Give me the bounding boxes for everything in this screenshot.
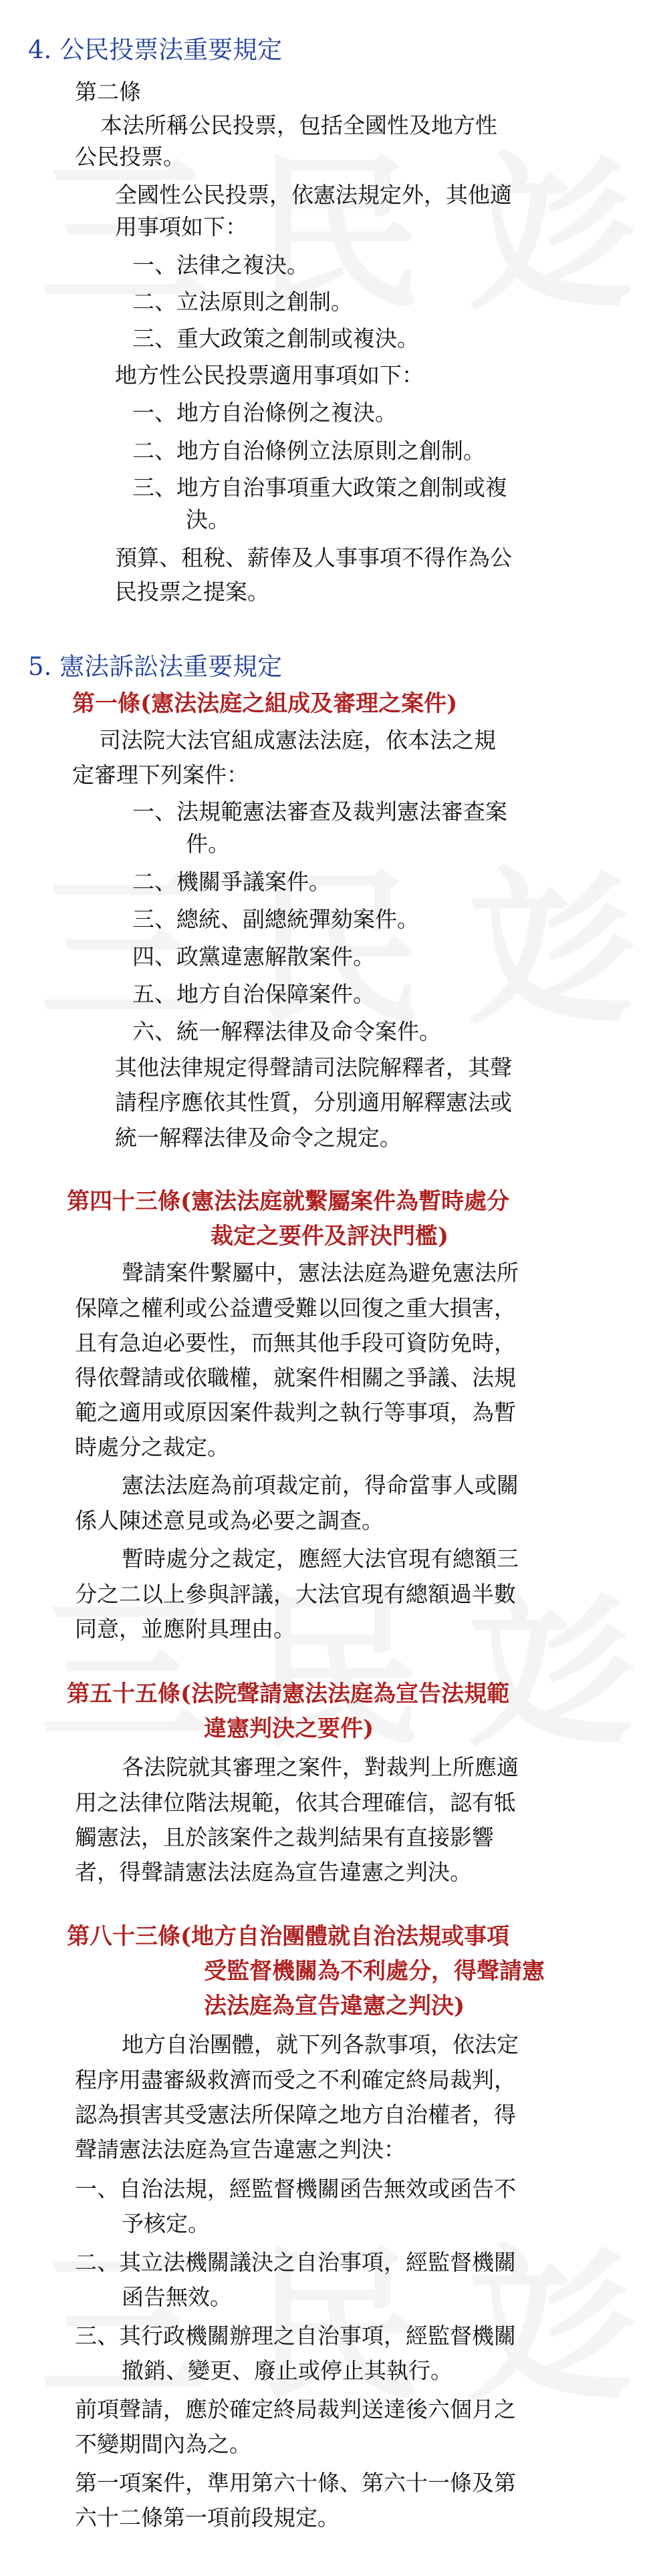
- text-line: 地方性公民投票適用事項如下：: [115, 362, 424, 388]
- article-title: 第四十三條(憲法法庭就繫屬案件為暫時處分: [67, 1188, 510, 1215]
- list-item: 一、自治法規，經監督機關函告無效或函告不: [75, 2176, 516, 2202]
- text-line: 保障之權利或公益遭受難以回復之重大損害，: [75, 1295, 516, 1321]
- text-line: 其他法律規定得聲請司法院解釋者，其聲: [115, 1054, 512, 1081]
- text-line: 各法院就其審理之案件，對裁判上所應適: [122, 1754, 519, 1780]
- text-line: 聲請案件繫屬中，憲法法庭為避免憲法所: [122, 1260, 519, 1286]
- text-line: 憲法法庭為前項裁定前，得命當事人或關: [122, 1472, 519, 1498]
- list-item: 三、地方自治事項重大政策之創制或複: [132, 474, 507, 500]
- list-item: 二、機關爭議案件。: [132, 869, 331, 895]
- article-title: 裁定之要件及評決門檻): [211, 1223, 449, 1250]
- text-line: 全國性公民投票，依憲法規定外，其他適: [115, 182, 512, 208]
- list-item: 三、總統、副總統彈劾案件。: [132, 906, 419, 932]
- text-line: 且有急迫必要性，而無其他手段可資防免時，: [75, 1330, 516, 1356]
- text-line: 聲請憲法法庭為宣告違憲之判決：: [75, 2136, 406, 2162]
- text-line: 係人陳述意見或為必要之調查。: [75, 1508, 384, 1534]
- list-item: 撤銷、變更、廢止或停止其執行。: [122, 2357, 452, 2384]
- list-item: 件。: [186, 831, 230, 857]
- text-line: 地方自治團體，就下列各款事項，依法定: [122, 2031, 519, 2057]
- article-title: 第五十五條(法院聲請憲法法庭為宣告法規範: [67, 1681, 510, 1707]
- article-title: 法法庭為宣告違憲之判決): [204, 1993, 465, 2019]
- list-item: 函告無效。: [122, 2284, 232, 2310]
- text-line: 者，得聲請憲法法庭為宣告違憲之判決。: [75, 1859, 472, 1885]
- text-line: 不變期間內為之。: [75, 2431, 251, 2457]
- text-line: 統一解釋法律及命令之規定。: [115, 1125, 402, 1151]
- list-item: 二、地方自治條例立法原則之創制。: [132, 438, 485, 464]
- article-title: 受監督機關為不利處分，得聲請憲: [204, 1958, 545, 1985]
- text-line: 六十二條第一項前段規定。: [75, 2505, 340, 2531]
- article-title: 第一條(憲法法庭之組成及審理之案件): [72, 690, 458, 717]
- text-line: 觸憲法，且於該案件之裁判結果有直接影響: [75, 1824, 494, 1850]
- text-line: 請程序應依其性質，分別適用解釋憲法或: [115, 1089, 512, 1115]
- list-item: 一、法規範憲法審查及裁判憲法審查案: [132, 799, 507, 825]
- list-item: 三、其行政機關辦理之自治事項，經監督機關: [75, 2323, 516, 2349]
- list-item: 一、法律之複決。: [132, 252, 309, 278]
- text-line: 用事項如下：: [115, 214, 247, 240]
- text-line: 認為損害其受憲法所保障之地方自治權者，得: [75, 2102, 516, 2128]
- text-line: 程序用盡審級救濟而受之不利確定終局裁判，: [75, 2067, 516, 2093]
- text-line: 第一項案件，準用第六十條、第六十一條及第: [75, 2470, 516, 2496]
- article-title: 違憲判決之要件): [204, 1715, 374, 1742]
- article-number: 第二條: [75, 79, 141, 105]
- text-line: 民投票之提案。: [115, 579, 269, 605]
- text-line: 預算、租稅、薪俸及人事事項不得作為公: [115, 545, 512, 571]
- list-item: 三、重大政策之創制或複決。: [132, 325, 419, 351]
- text-line: 本法所稱公民投票，包括全國性及地方性: [100, 112, 497, 138]
- text-line: 司法院大法官組成憲法法庭，依本法之規: [99, 727, 496, 753]
- list-item: 六、統一解釋法律及命令案件。: [132, 1018, 441, 1044]
- list-item: 決。: [186, 507, 230, 533]
- text-line: 暫時處分之裁定，應經大法官現有總額三: [122, 1546, 519, 1572]
- text-line: 用之法律位階法規範，依其合理確信，認有牴: [75, 1790, 516, 1816]
- section-heading: 4. 公民投票法重要規定: [28, 35, 283, 64]
- text-line: 分之二以上參與評議，大法官現有總額過半數: [75, 1581, 516, 1607]
- list-item: 五、地方自治保障案件。: [132, 981, 375, 1007]
- text-line: 前項聲請，應於確定終局裁判送達後六個月之: [75, 2396, 516, 2422]
- text-line: 公民投票。: [75, 144, 185, 170]
- list-item: 四、政黨違憲解散案件。: [132, 944, 375, 970]
- article-title: 第八十三條(地方自治團體就自治法規或事項: [67, 1923, 510, 1950]
- list-item: 二、立法原則之創制。: [132, 289, 353, 315]
- section-heading: 5. 憲法訴訟法重要規定: [28, 652, 283, 681]
- list-item: 二、其立法機關議決之自治事項，經監督機關: [75, 2249, 516, 2275]
- text-line: 得依聲請或依職權，就案件相關之爭議、法規: [75, 1365, 516, 1391]
- text-line: 同意，並應附具理由。: [75, 1616, 295, 1642]
- text-line: 範之適用或原因案件裁判之執行等事項，為暫: [75, 1399, 516, 1425]
- text-line: 時處分之裁定。: [75, 1434, 229, 1460]
- text-line: 定審理下列案件：: [72, 762, 249, 788]
- list-item: 一、地方自治條例之複決。: [132, 400, 397, 426]
- list-item: 予核定。: [122, 2210, 210, 2237]
